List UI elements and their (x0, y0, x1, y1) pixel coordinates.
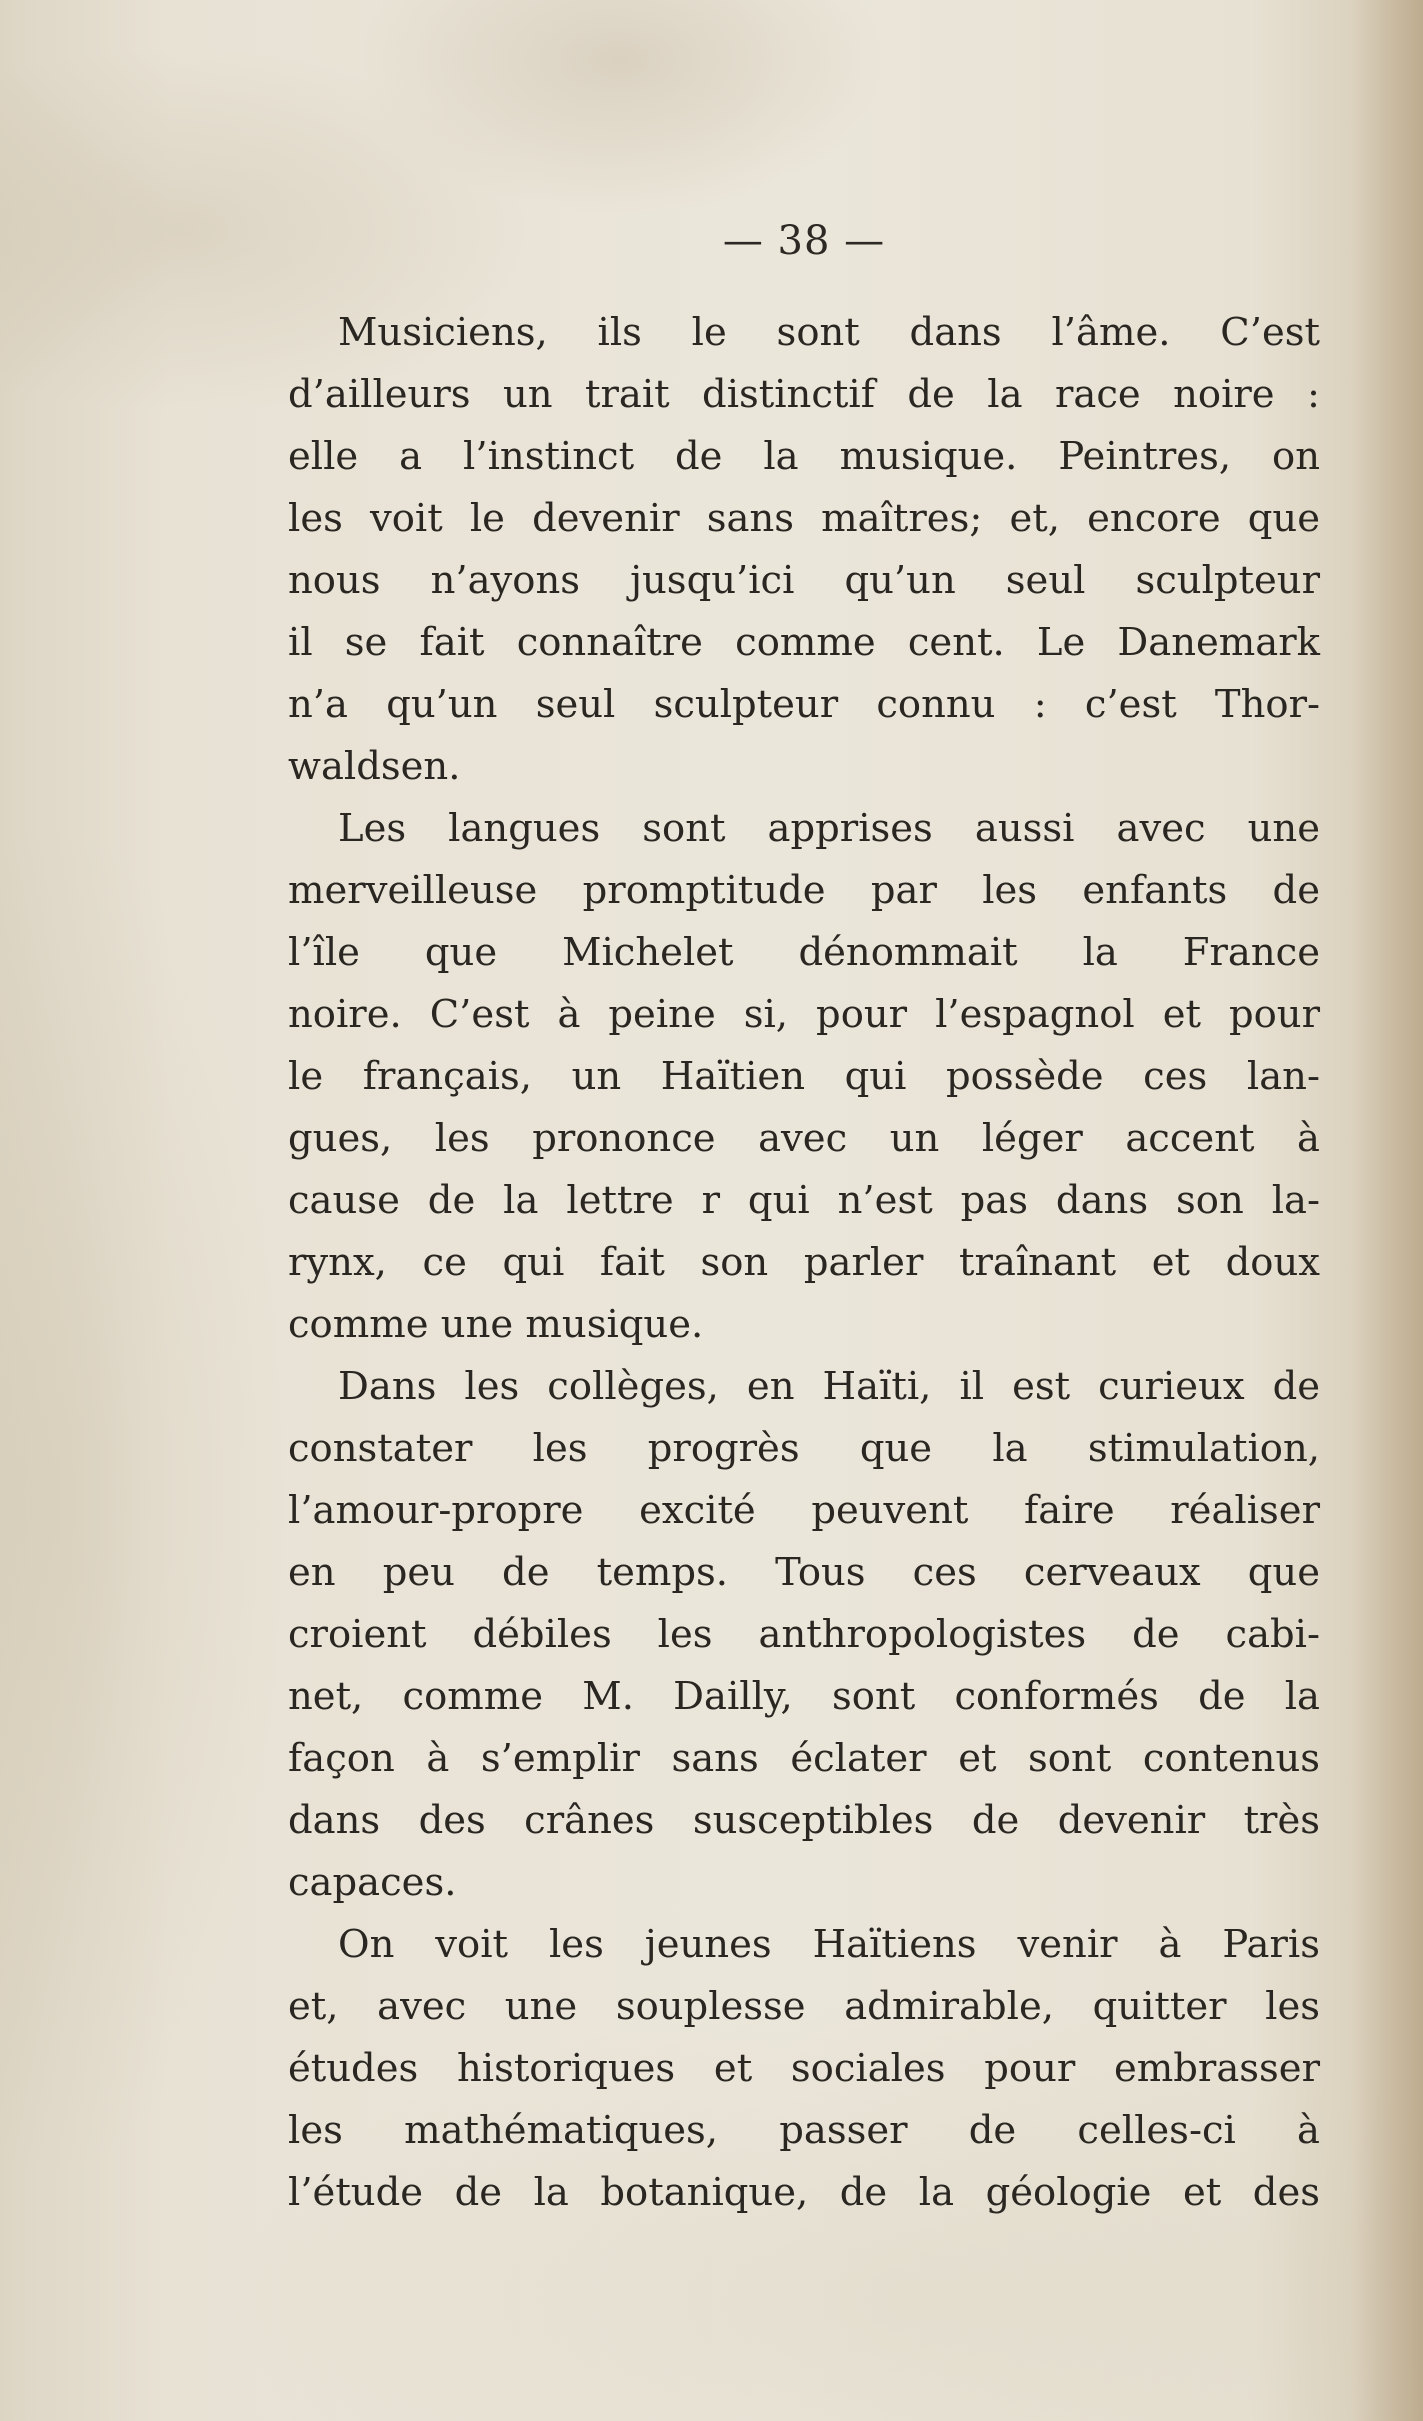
text-line: croient débiles les anthropologistes de cabi- (288, 1612, 1320, 1657)
text-line: dans des crânes susceptibles de devenir très (288, 1798, 1320, 1843)
text-line: capaces. (288, 1860, 457, 1905)
text-line: nous n’ayons jusqu’ici qu’un seul sculpteur (288, 558, 1320, 603)
text-line: Dans les collèges, en Haïti, il est curieux de (338, 1364, 1320, 1409)
text-line: rynx, ce qui fait son parler traînant et doux (288, 1240, 1320, 1285)
text-line: constater les progrès que la stimulation, (288, 1426, 1320, 1471)
text-line: elle a l’instinct de la musique. Peintres, on (288, 434, 1320, 479)
text-line: merveilleuse promptitude par les enfants de (288, 868, 1320, 913)
text-line: cause de la lettre r qui n’est pas dans son la- (288, 1178, 1320, 1223)
text-line: le français, un Haïtien qui possède ces lan- (288, 1054, 1320, 1099)
text-line: Musiciens, ils le sont dans l’âme. C’est (338, 310, 1320, 355)
text-line: n’a qu’un seul sculpteur connu : c’est Thor- (288, 682, 1320, 727)
text-line: et, avec une souplesse admirable, quitter les (288, 1984, 1320, 2029)
text-line: les mathématiques, passer de celles-ci à (288, 2108, 1320, 2153)
text-line: On voit les jeunes Haïtiens venir à Paris (338, 1922, 1320, 1967)
text-line: noire. C’est à peine si, pour l’espagnol et pour (288, 992, 1320, 1037)
text-line: études historiques et sociales pour embrasser (288, 2046, 1320, 2091)
text-line: l’amour-propre excité peuvent faire réaliser (288, 1488, 1320, 1533)
text-line: Les langues sont apprises aussi avec une (338, 806, 1320, 851)
text-line: waldsen. (288, 744, 461, 789)
text-line: net, comme M. Dailly, sont conformés de la (288, 1674, 1320, 1719)
page-number: — 38 — (722, 218, 886, 264)
text-line: d’ailleurs un trait distinctif de la race noire : (288, 372, 1320, 417)
text-line: il se fait connaître comme cent. Le Danemark (288, 620, 1320, 665)
text-line: les voit le devenir sans maîtres; et, encore que (288, 496, 1320, 541)
text-line: comme une musique. (288, 1302, 704, 1347)
text-line: gues, les prononce avec un léger accent à (288, 1116, 1320, 1161)
text-line: l’étude de la botanique, de la géologie et des (288, 2170, 1320, 2215)
text-line: l’île que Michelet dénommait la France (288, 930, 1320, 975)
text-line: façon à s’emplir sans éclater et sont contenus (288, 1736, 1320, 1781)
text-line: en peu de temps. Tous ces cerveaux que (288, 1550, 1320, 1595)
